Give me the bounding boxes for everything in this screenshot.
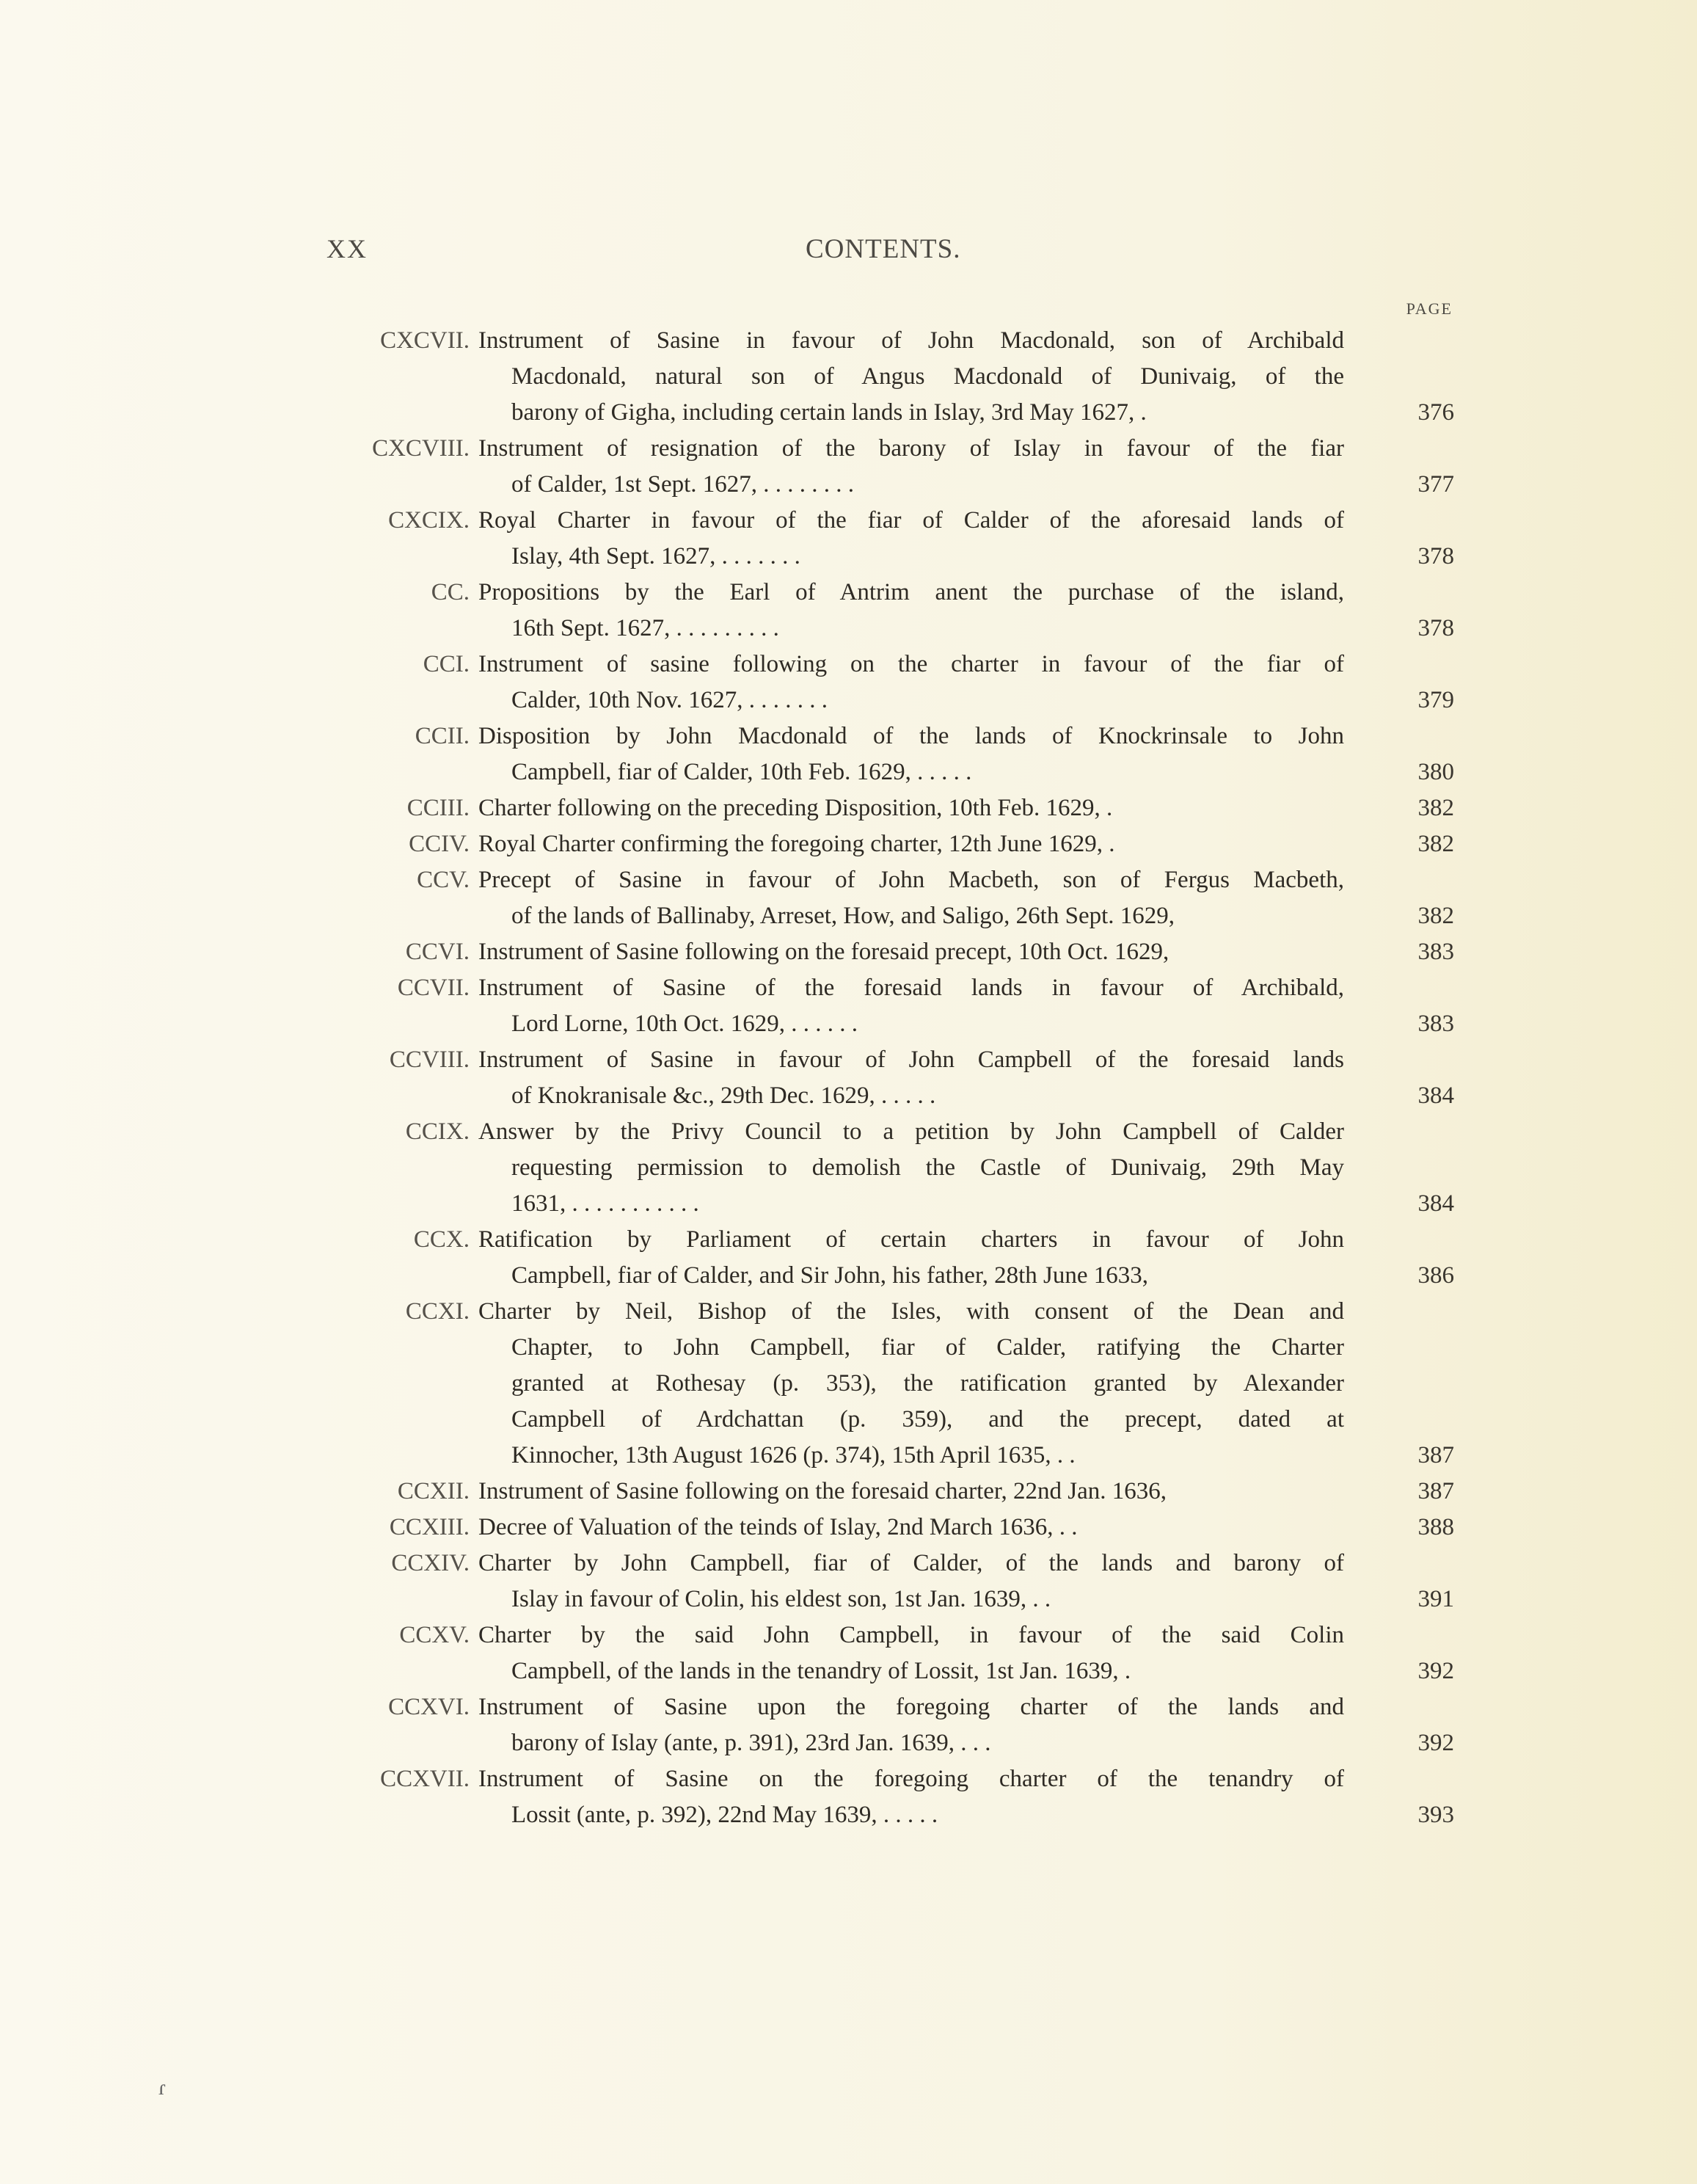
- entry-page-number: 388: [1417, 1514, 1454, 1540]
- entry-page-number: 379: [1417, 687, 1454, 713]
- entry-title: [478, 1042, 1344, 1114]
- entry-number: CCX.: [413, 1226, 470, 1253]
- toc-entry: [0, 1510, 1697, 1546]
- entry-line: Instrument of Sasine following on the foresaid charter, 22nd Jan. 1636,: [478, 1478, 1167, 1504]
- entry-title: [478, 1617, 1344, 1689]
- entry-line: Chapter, to John Campbell, fiar of Calder, ratifying the Charter: [511, 1334, 1344, 1361]
- entry-page-number: 382: [1417, 831, 1454, 857]
- entry-line: Charter following on the preceding Disposition, 10th Feb. 1629, .: [478, 795, 1113, 821]
- toc-entry: [0, 718, 1697, 790]
- entry-line: Lord Lorne, 10th Oct. 1629, . . . . . .: [511, 1011, 858, 1037]
- toc-entry: [0, 1222, 1697, 1294]
- entry-line: Answer by the Privy Council to a petition by John Campbell of Calder: [478, 1118, 1344, 1145]
- page-folio: XX: [326, 234, 368, 263]
- toc-entry: [0, 1042, 1697, 1114]
- entry-page-number: 382: [1417, 795, 1454, 821]
- entry-line: Precept of Sasine in favour of John Macbeth, son of Fergus Macbeth,: [478, 867, 1344, 893]
- entry-line: Islay, 4th Sept. 1627, . . . . . . .: [511, 543, 800, 569]
- entry-page-number: 392: [1417, 1730, 1454, 1756]
- toc-entry: [0, 790, 1697, 826]
- entry-number: CCXII.: [397, 1478, 470, 1504]
- toc-entry: [0, 1294, 1697, 1474]
- entry-title: [478, 934, 1344, 970]
- entry-page-number: 377: [1417, 471, 1454, 498]
- entry-number: CCXIII.: [389, 1514, 470, 1540]
- entry-number: CXCVII.: [380, 327, 470, 354]
- toc-entry: [0, 1114, 1697, 1222]
- entry-line: Ratification by Parliament of certain charters in favour of John: [478, 1226, 1344, 1253]
- entry-page-number: 391: [1417, 1586, 1454, 1612]
- page-column-header: PAGE: [1406, 299, 1453, 318]
- entry-line: Lossit (ante, p. 392), 22nd May 1639, . . . . .: [511, 1802, 938, 1828]
- entry-number: CCXIV.: [391, 1550, 470, 1576]
- entry-title: [478, 1510, 1344, 1546]
- entry-line: Campbell, fiar of Calder, 10th Feb. 1629, . . . . .: [511, 759, 972, 785]
- entry-number: CCV.: [417, 867, 470, 893]
- entry-title: [478, 575, 1344, 647]
- entry-line: requesting permission to demolish the Castle of Dunivaig, 29th May: [511, 1154, 1344, 1181]
- entry-line: Decree of Valuation of the teinds of Islay, 2nd March 1636, . .: [478, 1514, 1078, 1540]
- entry-number: CCIX.: [405, 1118, 470, 1145]
- entry-title: [478, 647, 1344, 718]
- contents-list: [0, 323, 1697, 1833]
- entry-title: [478, 1689, 1344, 1761]
- entry-number: CCI.: [423, 651, 470, 677]
- entry-line: Campbell, fiar of Calder, and Sir John, his father, 28th June 1633,: [511, 1262, 1149, 1289]
- entry-line: of Knokranisale &c., 29th Dec. 1629, . . . . .: [511, 1082, 936, 1109]
- toc-entry: [0, 934, 1697, 970]
- entry-page-number: 383: [1417, 1011, 1454, 1037]
- toc-entry: [0, 1689, 1697, 1761]
- entry-title: [478, 718, 1344, 790]
- toc-entry: [0, 862, 1697, 934]
- entry-number: CCVI.: [405, 939, 470, 965]
- entry-title: [478, 1294, 1344, 1474]
- toc-entry: [0, 1474, 1697, 1510]
- entry-title: [478, 826, 1344, 862]
- stray-mark: ɾ: [158, 2075, 166, 2100]
- entry-page-number: 387: [1417, 1478, 1454, 1504]
- entry-line: of the lands of Ballinaby, Arreset, How, and Saligo, 26th Sept. 1629,: [511, 903, 1175, 929]
- entry-line: of Calder, 1st Sept. 1627, . . . . . . . .: [511, 471, 855, 498]
- entry-page-number: 378: [1417, 543, 1454, 569]
- entry-line: Macdonald, natural son of Angus Macdonald of Dunivaig, of the: [511, 363, 1344, 390]
- entry-line: Instrument of Sasine upon the foregoing charter of the lands and: [478, 1694, 1344, 1720]
- entry-page-number: 383: [1417, 939, 1454, 965]
- entry-number: CC.: [431, 579, 470, 605]
- entry-page-number: 384: [1417, 1082, 1454, 1109]
- entry-page-number: 392: [1417, 1658, 1454, 1684]
- entry-number: CCXV.: [399, 1622, 470, 1648]
- entry-title: [478, 1114, 1344, 1222]
- toc-entry: [0, 323, 1697, 431]
- entry-line: 16th Sept. 1627, . . . . . . . . .: [511, 615, 779, 641]
- entry-line: Charter by Neil, Bishop of the Isles, with consent of the Dean and: [478, 1298, 1344, 1325]
- entry-title: [478, 1546, 1344, 1617]
- entry-title: [478, 431, 1344, 503]
- entry-title: [478, 1474, 1344, 1510]
- entry-number: CXCVIII.: [372, 435, 470, 462]
- entry-page-number: 386: [1417, 1262, 1454, 1289]
- entry-line: Islay in favour of Colin, his eldest son, 1st Jan. 1639, . .: [511, 1586, 1051, 1612]
- toc-entry: [0, 826, 1697, 862]
- toc-entry: [0, 503, 1697, 575]
- entry-title: [478, 1222, 1344, 1294]
- entry-line: Instrument of resignation of the barony of Islay in favour of the fiar: [478, 435, 1344, 462]
- entry-page-number: 382: [1417, 903, 1454, 929]
- entry-page-number: 393: [1417, 1802, 1454, 1828]
- entry-line: Kinnocher, 13th August 1626 (p. 374), 15th April 1635, . .: [511, 1442, 1076, 1468]
- entry-page-number: 378: [1417, 615, 1454, 641]
- entry-title: [478, 790, 1344, 826]
- entry-title: [478, 503, 1344, 575]
- entry-number: CCIII.: [406, 795, 470, 821]
- entry-number: CCVII.: [397, 975, 470, 1001]
- entry-page-number: 376: [1417, 399, 1454, 426]
- toc-entry: [0, 1546, 1697, 1617]
- entry-line: Charter by the said John Campbell, in favour of the said Colin: [478, 1622, 1344, 1648]
- entry-line: 1631, . . . . . . . . . . .: [511, 1190, 699, 1217]
- entry-page-number: 384: [1417, 1190, 1454, 1217]
- entry-line: Instrument of Sasine of the foresaid lands in favour of Archibald,: [478, 975, 1344, 1001]
- entry-number: CCIV.: [409, 831, 470, 857]
- entry-line: barony of Islay (ante, p. 391), 23rd Jan. 1639, . . .: [511, 1730, 991, 1756]
- entry-line: Calder, 10th Nov. 1627, . . . . . . .: [511, 687, 828, 713]
- entry-title: [478, 862, 1344, 934]
- toc-entry: [0, 1761, 1697, 1833]
- entry-number: CCXI.: [405, 1298, 470, 1325]
- entry-line: Instrument of Sasine on the foregoing charter of the tenandry of: [478, 1766, 1344, 1792]
- entry-title: [478, 970, 1344, 1042]
- toc-entry: [0, 1617, 1697, 1689]
- entry-line: Charter by John Campbell, fiar of Calder, of the lands and barony of: [478, 1550, 1344, 1576]
- toc-entry: [0, 575, 1697, 647]
- entry-number: CCXVII.: [380, 1766, 470, 1792]
- toc-entry: [0, 647, 1697, 718]
- entry-line: barony of Gigha, including certain lands in Islay, 3rd May 1627, .: [511, 399, 1147, 426]
- entry-line: Instrument of sasine following on the charter in favour of the fiar of: [478, 651, 1344, 677]
- entry-line: Campbell, of the lands in the tenandry of Lossit, 1st Jan. 1639, .: [511, 1658, 1131, 1684]
- entry-page-number: 387: [1417, 1442, 1454, 1468]
- entry-number: CCVIII.: [389, 1046, 470, 1073]
- entry-line: Royal Charter in favour of the fiar of Calder of the aforesaid lands of: [478, 507, 1344, 534]
- toc-entry: [0, 431, 1697, 503]
- entry-line: Instrument of Sasine in favour of John Campbell of the foresaid lands: [478, 1046, 1344, 1073]
- entry-line: granted at Rothesay (p. 353), the ratification granted by Alexander: [511, 1370, 1344, 1397]
- entry-number: CCII.: [415, 723, 470, 749]
- entry-line: Campbell of Ardchattan (p. 359), and the precept, dated at: [511, 1406, 1344, 1433]
- entry-title: [478, 1761, 1344, 1833]
- page-title: CONTENTS.: [806, 234, 961, 264]
- entry-line: Instrument of Sasine in favour of John Macdonald, son of Archibald: [478, 327, 1344, 354]
- entry-page-number: 380: [1417, 759, 1454, 785]
- entry-line: Disposition by John Macdonald of the lands of Knockrinsale to John: [478, 723, 1344, 749]
- entry-line: Instrument of Sasine following on the foresaid precept, 10th Oct. 1629,: [478, 939, 1169, 965]
- entry-title: [478, 323, 1344, 431]
- entry-line: Royal Charter confirming the foregoing charter, 12th June 1629, .: [478, 831, 1115, 857]
- entry-number: CCXVI.: [388, 1694, 470, 1720]
- toc-entry: [0, 970, 1697, 1042]
- entry-number: CXCIX.: [388, 507, 470, 534]
- entry-line: Propositions by the Earl of Antrim anent the purchase of the island,: [478, 579, 1344, 605]
